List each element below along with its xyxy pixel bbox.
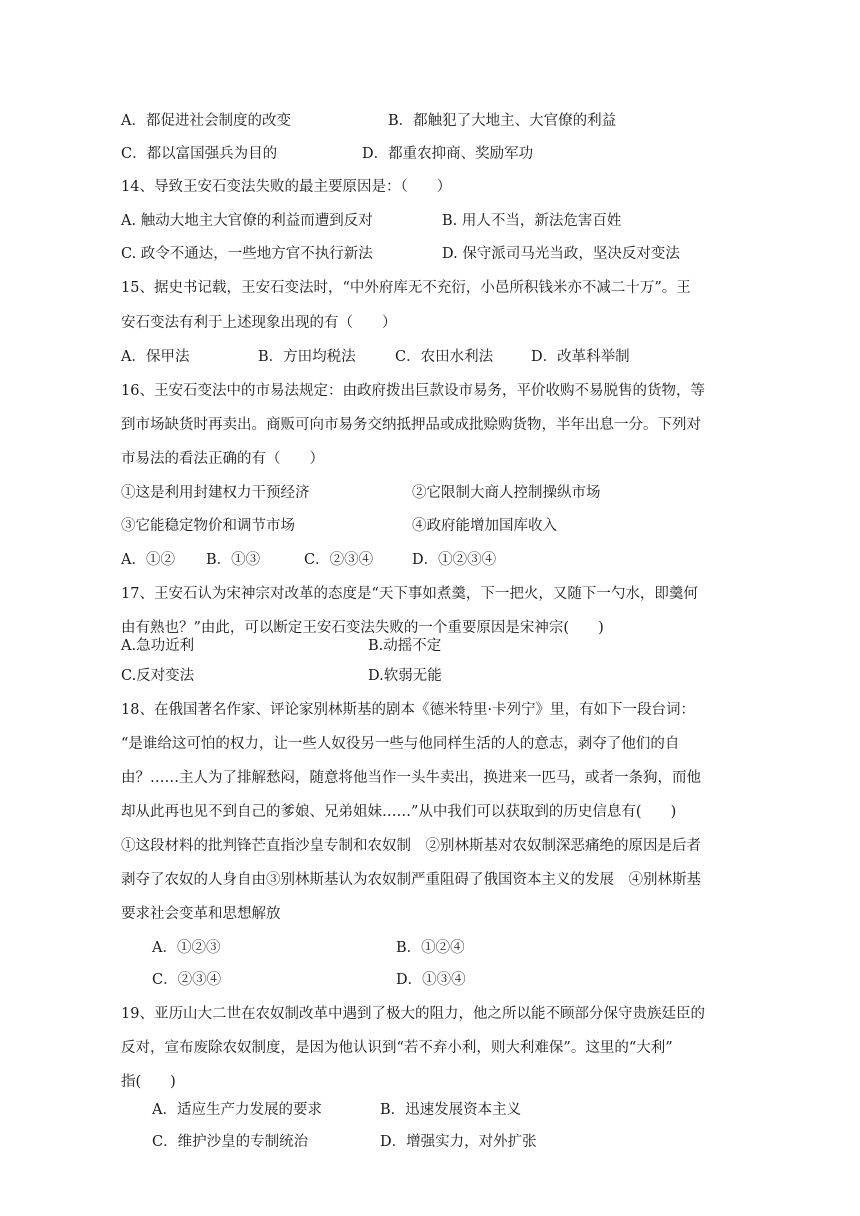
q14-option-b: B. 用人不当，新法危害百姓 (442, 213, 622, 229)
q16-option-c: C．②③④ (304, 552, 374, 568)
q16-option-a: A．①② (121, 552, 175, 568)
q14-stem: 14、导致王安石变法失败的最主要原因是：（ ） (121, 179, 452, 195)
q15-option-a: A．保甲法 (121, 349, 190, 365)
q19-stem-line-3: 指( ) (121, 1074, 176, 1090)
q18-option-b: B．①②④ (396, 940, 465, 956)
q17-option-a: A.急功近利 (121, 638, 195, 654)
q15-option-d: D．改革科举制 (531, 349, 630, 365)
q18-stem-line-7: 要求社会变革和思想解放 (121, 906, 281, 922)
q13-option-c: C．都以富国强兵为目的 (121, 146, 278, 162)
q19-option-b: B．迅速发展资本主义 (380, 1102, 522, 1118)
q17-stem-line-1: 17、王安石认为宋神宗对改革的态度是“天下事如煮羹，下一把火，又随下一勺水，即羹何 (121, 586, 698, 602)
q17-option-b: B.动摇不定 (368, 638, 442, 654)
q18-stem-line-5: ①这段材料的批判锋芒直指沙皇专制和农奴制 ②别林斯基对农奴制深恶痛绝的原因是后者 (121, 838, 701, 854)
q15-option-b: B．方田均税法 (258, 349, 356, 365)
q16-stem-line-3: 市易法的看法正确的有（ ） (121, 451, 324, 467)
q18-stem-line-4: 却从此再也见不到自己的爹娘、兄弟姐妹……”从中我们可以获取到的历史信息有( ) (121, 804, 677, 820)
q16-statement-1: ①这是利用封建权力干预经济 (121, 485, 310, 501)
q19-option-d: D．增强实力，对外扩张 (380, 1134, 537, 1150)
q15-option-c: C．农田水利法 (395, 349, 494, 365)
q19-stem-line-2: 反对，宣布废除农奴制度，是因为他认识到“若不弃小利，则大利难保”。这里的“大利” (121, 1040, 673, 1056)
q16-statement-2: ②它限制大商人控制操纵市场 (412, 485, 601, 501)
q16-option-d: D．①②③④ (412, 552, 497, 568)
q14-option-a: A. 触动大地主大官僚的利益而遭到反对 (121, 213, 373, 229)
q18-option-a: A．①②③ (152, 940, 221, 956)
q14-option-d: D. 保守派司马光当政，坚决反对变法 (442, 246, 680, 262)
q13-option-d: D．都重农抑商、奖励军功 (362, 146, 534, 162)
q18-option-c: C．②③④ (152, 972, 222, 988)
q19-option-c: C．维护沙皇的专制统治 (152, 1134, 309, 1150)
q18-stem-line-6: 剥夺了农奴的人身自由③别林斯基认为农奴制严重阻碍了俄国资本主义的发展 ④别林斯基 (121, 872, 701, 888)
q14-option-c: C. 政令不通达，一些地方官不执行新法 (121, 246, 373, 262)
q18-option-d: D．①③④ (396, 972, 466, 988)
q16-stem-line-2: 到市场缺货时再卖出。商贩可向市易务交纳抵押品或成批赊购货物，半年出息一分。下列对 (121, 417, 701, 433)
q19-stem-line-1: 19、亚历山大二世在农奴制改革中遇到了极大的阻力，他之所以能不顾部分保守贵族廷臣的 (121, 1006, 705, 1022)
q19-option-a: A．适应生产力发展的要求 (152, 1102, 322, 1118)
q13-option-b: B．都触犯了大地主、大官僚的利益 (388, 113, 617, 129)
q17-stem-line-2: 由有熟也？”由此，可以断定王安石变法失败的一个重要原因是宋神宗( ) (121, 620, 604, 636)
q15-stem-line-2: 安石变法有利于上述现象出现的有（ ） (121, 315, 397, 331)
q17-option-d: D.软弱无能 (368, 668, 442, 684)
q16-statement-4: ④政府能增加国库收入 (412, 518, 557, 534)
q17-option-c: C.反对变法 (121, 668, 195, 684)
q16-statement-3: ③它能稳定物价和调节市场 (121, 518, 295, 534)
q13-option-a: A．都促进社会制度的改变 (121, 113, 291, 129)
q18-stem-line-2: “是谁给这可怕的权力，让一些人奴役另一些与他同样生活的人的意志，剥夺了他们的自 (121, 736, 680, 752)
q18-stem-line-3: 由？……主人为了排解愁闷，随意将他当作一头牛卖出，换进来一匹马，或者一条狗，而他 (121, 770, 701, 786)
q16-option-b: B．①③ (206, 552, 261, 568)
q18-stem-line-1: 18、在俄国著名作家、评论家别林斯基的剧本《德米特里·卡列宁》里，有如下一段台词： (121, 702, 696, 718)
q16-stem-line-1: 16、王安石变法中的市易法规定：由政府拨出巨款设市易务，平价收购不易脱售的货物，等 (121, 383, 705, 399)
q15-stem-line-1: 15、据史书记载，王安石变法时，“中外府库无不充衍，小邑所积钱米亦不减二十万”。王 (121, 280, 691, 296)
